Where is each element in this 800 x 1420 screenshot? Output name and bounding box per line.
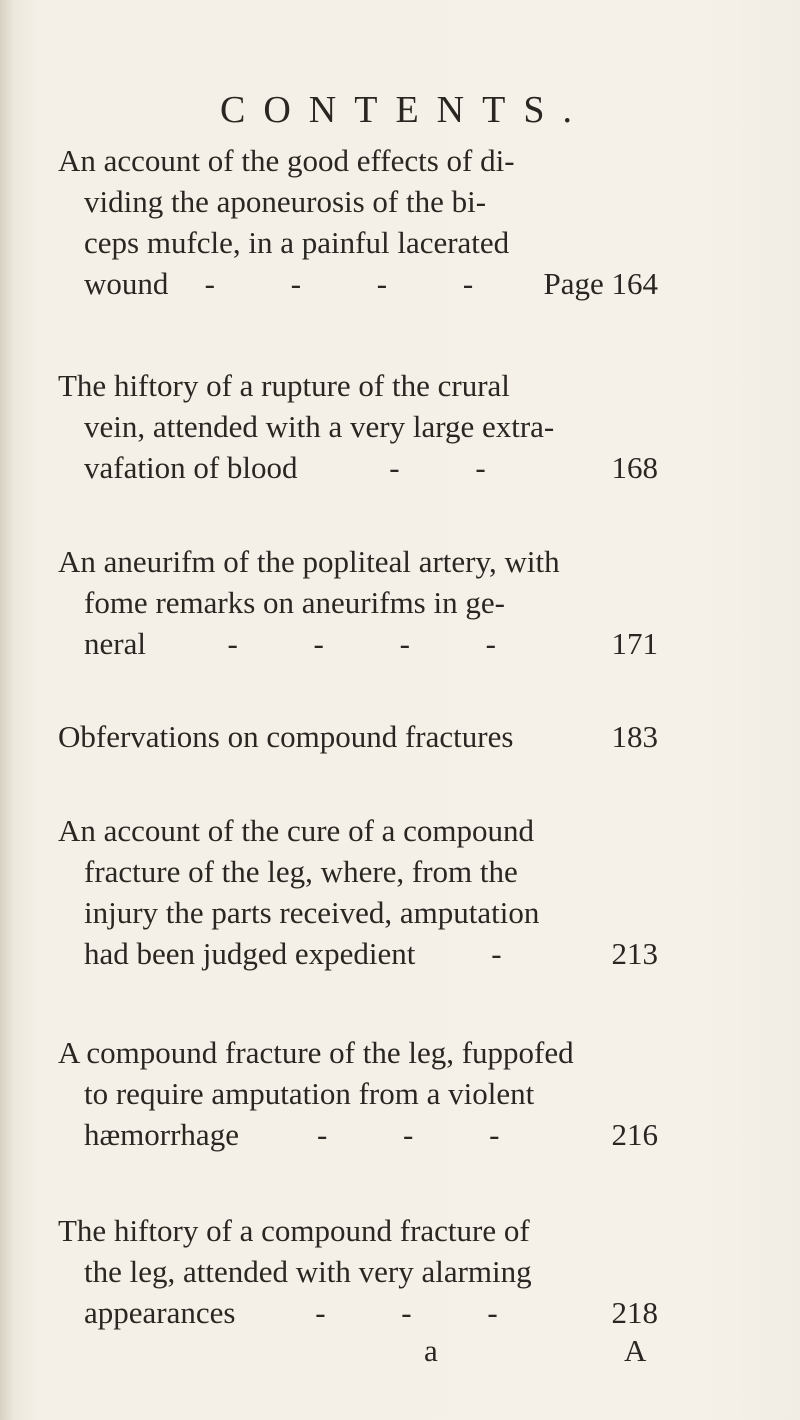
entry-line: viding the aponeurosis of the bi- [84,184,487,219]
entry-final-line [58,1292,658,1333]
leader-dashes: - - - - [204,266,508,301]
entry-line: the leg, attended with very alarming [84,1254,532,1289]
entry-line: An account of the good effects of di- [58,143,515,178]
page-number: 168 [611,450,658,485]
page-number: 216 [611,1117,658,1152]
entry-line: vein, attended with a very large extra- [84,409,555,444]
entry-line: The hiftory of a compound fracture of [58,1213,530,1248]
page-number: 183 [611,719,658,754]
entry-line: vafation of blood [84,450,298,485]
contents-entry [58,541,658,664]
leader-dashes: - - - - [227,626,530,661]
contents-entry [58,810,658,974]
page-number: 213 [611,936,658,971]
leader-dashes: - - - [315,1295,532,1330]
leader-dashes: - - - [316,1117,534,1152]
entry-line: An aneurifm of the popliteal artery, with [58,544,560,579]
entry-final-line [58,447,658,488]
page-number: Page 164 [543,266,658,301]
page-number: 171 [611,626,658,661]
page-gutter-shadow [0,0,14,1420]
page-title: CONTENTS. [220,89,590,131]
catchword: A [624,1333,647,1368]
entry-line: had been judged expedient [84,936,416,971]
entry-line: The hiftory of a rupture of the crural [58,368,510,403]
entry-line: injury the parts received, amputation [84,895,540,930]
entry-line: hæmorrhage [84,1117,239,1152]
leader-dashes: - [491,936,536,971]
entry-line: appearances [84,1295,236,1330]
contents-entry [58,140,658,304]
entry-final-line [58,623,658,664]
entry-final-line [58,1114,658,1155]
contents-entry [58,1032,658,1155]
entry-line: A compound fracture of the leg, fuppofed [58,1035,574,1070]
entry-line: wound [84,266,169,301]
entry-line: to require amputation from a violent [84,1076,535,1111]
entry-line: neral [84,626,146,661]
contents-entry [58,716,658,757]
page-number: 218 [611,1295,658,1330]
entry-line: fracture of the leg, where, from the [84,854,518,889]
entry-final-line [58,716,658,757]
entry-line: fome remarks on aneurifms in ge- [84,585,505,620]
contents-entry [58,1210,658,1333]
leader-dashes: - - [389,450,520,485]
entry-line: Obfervations on compound fractures [58,719,514,754]
entry-final-line [58,263,658,304]
signature-mark: a [424,1333,438,1368]
entry-line: ceps mufcle, in a painful lacerated [84,225,510,260]
entry-final-line [58,933,658,974]
entry-line: An account of the cure of a compound [58,813,535,848]
contents-entry [58,365,658,488]
